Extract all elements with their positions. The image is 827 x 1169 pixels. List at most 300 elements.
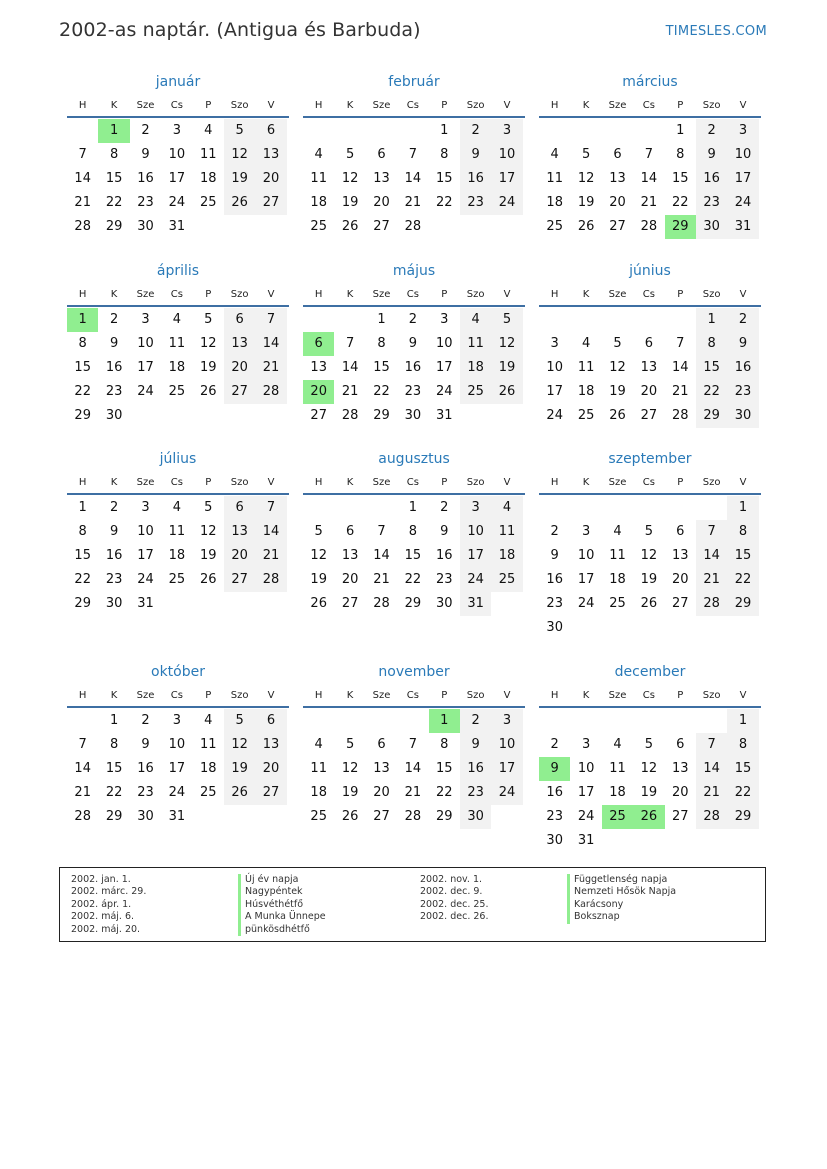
weekday-header	[303, 285, 525, 307]
day-cell: 9	[460, 143, 491, 167]
holiday-day-cell: 1	[98, 119, 129, 143]
day-cell: 12	[640, 548, 658, 563]
day-cell: 7	[696, 520, 727, 544]
month-block	[303, 261, 525, 428]
day-cell: 9	[109, 524, 119, 539]
month-name: december	[614, 664, 686, 680]
day-cell: 29	[404, 596, 422, 611]
day-cell: 10	[168, 147, 186, 162]
day-cell: 25	[310, 809, 327, 824]
day-cell: 28	[74, 219, 91, 234]
day-cell: 22	[373, 384, 390, 399]
weekday-header	[539, 285, 761, 307]
legend-holiday-name: A Munka Ünnepe	[238, 911, 326, 923]
day-cell: 21	[255, 356, 286, 380]
day-cell: 8	[727, 520, 758, 544]
day-cell: 20	[373, 785, 390, 800]
day-cell: 6	[255, 709, 286, 733]
day-cell: 10	[577, 548, 595, 563]
day-cell: 14	[640, 171, 658, 186]
empty-cell	[602, 308, 633, 332]
day-cell: 12	[491, 332, 522, 356]
weekday-label: Szo	[702, 690, 721, 701]
day-cell: 14	[74, 171, 91, 186]
day-cell: 17	[546, 384, 563, 399]
day-cell: 19	[640, 785, 658, 800]
day-cell: 14	[671, 360, 689, 375]
day-cell: 21	[404, 785, 422, 800]
day-cell: 5	[581, 147, 591, 162]
empty-cell	[303, 496, 334, 520]
day-cell: 8	[440, 737, 449, 752]
weekday-label: V	[503, 477, 511, 488]
day-cell: 6	[224, 496, 255, 520]
day-cell: 27	[609, 219, 626, 234]
weekday-label: K	[582, 100, 590, 111]
day-cell: 26	[224, 191, 255, 215]
day-cell: 10	[137, 336, 154, 351]
legend-date: 2002. máj. 6.	[71, 911, 135, 923]
weekday-label: Sze	[136, 100, 155, 111]
weekday-label: H	[314, 477, 323, 488]
day-cell: 14	[696, 757, 727, 781]
weekday-label: Cs	[406, 100, 419, 111]
day-cell: 7	[377, 524, 386, 539]
day-cell: 22	[74, 384, 91, 399]
day-cell: 4	[550, 147, 559, 162]
month-name: április	[156, 263, 200, 279]
day-cell: 9	[141, 147, 150, 162]
day-cell: 3	[172, 713, 181, 728]
day-cell: 22	[727, 781, 758, 805]
day-cell: 19	[341, 785, 359, 800]
day-cell: 31	[727, 215, 758, 239]
day-cell: 22	[727, 568, 758, 592]
weekday-label: V	[503, 100, 511, 111]
day-cell: 3	[460, 496, 491, 520]
day-cell: 6	[377, 737, 386, 752]
weekday-label: H	[550, 289, 559, 300]
day-cell: 17	[491, 757, 522, 781]
day-cell: 21	[640, 195, 658, 210]
day-cell: 23	[105, 384, 123, 399]
day-cell: 17	[577, 572, 595, 587]
legend-date: 2002. máj. 20.	[71, 923, 141, 935]
day-cell: 4	[204, 713, 213, 728]
day-cell: 9	[408, 336, 417, 351]
day-cell: 16	[105, 548, 123, 563]
day-cell: 7	[78, 147, 87, 162]
day-cell: 28	[696, 592, 727, 616]
day-cell: 26	[199, 572, 217, 587]
weekday-label: Szo	[702, 100, 721, 111]
day-cell: 23	[435, 572, 453, 587]
weekday-label: H	[78, 100, 87, 111]
day-cell: 2	[109, 500, 119, 515]
day-cell: 5	[613, 336, 622, 351]
day-cell: 19	[199, 360, 217, 375]
day-cell: 30	[546, 620, 563, 635]
day-cell: 12	[199, 524, 217, 539]
day-cell: 20	[640, 384, 658, 399]
weekday-header	[67, 96, 289, 118]
day-cell: 12	[640, 761, 658, 776]
day-cell: 23	[137, 785, 154, 800]
day-cell: 28	[404, 219, 422, 234]
day-cell: 16	[137, 171, 154, 186]
weekday-header	[67, 285, 289, 307]
weekday-label: Szo	[466, 477, 485, 488]
day-cell: 7	[696, 733, 727, 757]
day-cell: 12	[341, 171, 359, 186]
empty-cell	[397, 709, 428, 733]
month-name: január	[155, 74, 201, 90]
day-cell: 26	[310, 596, 327, 611]
weekday-label: K	[110, 690, 118, 701]
day-cell: 1	[440, 123, 449, 138]
day-cell: 5	[314, 524, 323, 539]
day-cell: 31	[168, 219, 186, 234]
day-cell: 13	[310, 360, 327, 375]
day-cell: 3	[141, 312, 150, 327]
day-cell: 23	[137, 195, 154, 210]
day-cell: 18	[310, 785, 327, 800]
day-cell: 24	[168, 785, 186, 800]
day-cell: 4	[314, 737, 323, 752]
weekday-label: V	[503, 289, 511, 300]
month-block	[303, 72, 525, 239]
day-cell: 14	[255, 332, 286, 356]
weekday-label: V	[739, 477, 747, 488]
month-name: november	[378, 664, 450, 680]
empty-cell	[633, 496, 664, 520]
weekday-label: Szo	[466, 690, 485, 701]
day-cell: 26	[341, 219, 359, 234]
day-cell: 30	[435, 596, 453, 611]
month-name: május	[392, 263, 436, 279]
day-cell: 12	[341, 761, 359, 776]
day-cell: 13	[373, 761, 390, 776]
weekday-label: Sze	[608, 100, 627, 111]
day-cell: 21	[373, 572, 390, 587]
day-cell: 17	[137, 360, 154, 375]
weekday-label: Cs	[642, 690, 655, 701]
day-cell: 11	[310, 761, 327, 776]
day-cell: 5	[644, 737, 653, 752]
day-cell: 11	[460, 332, 491, 356]
weekday-label: V	[267, 100, 275, 111]
day-cell: 27	[640, 408, 658, 423]
day-cell: 18	[168, 360, 186, 375]
empty-cell	[602, 119, 633, 143]
day-cell: 8	[109, 737, 119, 752]
day-cell: 18	[491, 544, 522, 568]
weekday-label: H	[78, 477, 87, 488]
day-cell: 28	[640, 219, 658, 234]
weekday-label: V	[267, 477, 275, 488]
day-grid	[539, 709, 761, 853]
day-cell: 20	[255, 167, 286, 191]
day-cell: 15	[435, 171, 453, 186]
day-cell: 28	[255, 380, 286, 404]
day-cell: 18	[199, 171, 217, 186]
day-cell: 10	[491, 733, 522, 757]
day-cell: 10	[546, 360, 563, 375]
day-cell: 23	[696, 191, 727, 215]
weekday-label: Cs	[170, 477, 183, 488]
day-cell: 26	[640, 596, 658, 611]
weekday-label: P	[205, 477, 212, 488]
day-cell: 1	[727, 709, 758, 733]
weekday-label: Szo	[230, 100, 249, 111]
day-cell: 7	[408, 737, 417, 752]
empty-cell	[665, 496, 696, 520]
day-cell: 4	[172, 312, 181, 327]
day-cell: 5	[204, 500, 213, 515]
weekday-label: Cs	[406, 477, 419, 488]
day-cell: 13	[671, 761, 689, 776]
weekday-label: Cs	[170, 289, 183, 300]
legend-dates-right	[420, 874, 488, 924]
day-cell: 19	[199, 548, 217, 563]
day-cell: 4	[460, 308, 491, 332]
day-cell: 14	[74, 761, 91, 776]
day-cell: 2	[727, 308, 758, 332]
weekday-label: K	[346, 690, 354, 701]
day-cell: 13	[224, 332, 255, 356]
empty-cell	[67, 709, 98, 733]
day-cell: 6	[644, 336, 653, 351]
day-cell: 11	[199, 737, 217, 752]
day-cell: 16	[137, 761, 154, 776]
day-cell: 21	[74, 195, 91, 210]
month-block	[539, 72, 761, 239]
day-cell: 1	[727, 496, 758, 520]
day-cell: 14	[341, 360, 359, 375]
empty-cell	[539, 496, 570, 520]
day-cell: 17	[460, 544, 491, 568]
day-cell: 23	[460, 191, 491, 215]
day-cell: 30	[727, 404, 758, 428]
day-cell: 27	[671, 596, 689, 611]
weekday-label: V	[739, 289, 747, 300]
day-cell: 7	[408, 147, 417, 162]
legend-date: 2002. dec. 9.	[420, 886, 483, 898]
empty-cell	[303, 119, 334, 143]
day-grid	[539, 496, 761, 640]
day-cell: 6	[676, 524, 685, 539]
day-cell: 19	[491, 356, 522, 380]
day-cell: 29	[727, 592, 758, 616]
weekday-header	[539, 473, 761, 495]
day-cell: 16	[546, 785, 563, 800]
day-cell: 2	[696, 119, 727, 143]
day-cell: 9	[141, 737, 150, 752]
month-block	[67, 261, 289, 428]
day-cell: 7	[78, 737, 87, 752]
day-grid	[67, 308, 289, 428]
weekday-label: Cs	[642, 289, 655, 300]
day-cell: 19	[577, 195, 595, 210]
month-block	[67, 72, 289, 239]
day-cell: 18	[199, 761, 217, 776]
weekday-label: K	[582, 690, 590, 701]
weekday-label: K	[346, 289, 354, 300]
day-cell: 24	[727, 191, 758, 215]
day-cell: 17	[168, 171, 186, 186]
day-cell: 11	[168, 336, 186, 351]
day-cell: 31	[168, 809, 186, 824]
day-cell: 15	[105, 171, 123, 186]
day-cell: 20	[609, 195, 626, 210]
day-cell: 20	[224, 356, 255, 380]
day-cell: 20	[373, 195, 390, 210]
legend-date: 2002. nov. 1.	[420, 874, 483, 885]
day-cell: 30	[105, 408, 123, 423]
day-cell: 25	[199, 785, 217, 800]
day-grid	[539, 308, 761, 428]
day-cell: 6	[613, 147, 622, 162]
day-cell: 14	[373, 548, 390, 563]
day-cell: 25	[546, 219, 563, 234]
empty-cell	[539, 709, 570, 733]
weekday-label: V	[503, 690, 511, 701]
day-cell: 26	[577, 219, 595, 234]
weekday-label: K	[582, 477, 590, 488]
day-cell: 22	[404, 572, 422, 587]
empty-cell	[570, 496, 601, 520]
day-cell: 31	[435, 408, 453, 423]
day-cell: 29	[105, 219, 123, 234]
weekday-label: Sze	[608, 289, 627, 300]
weekday-label: Sze	[372, 690, 391, 701]
day-cell: 2	[141, 123, 150, 138]
day-cell: 3	[581, 524, 591, 539]
day-cell: 8	[408, 524, 417, 539]
weekday-label: Sze	[608, 690, 627, 701]
day-cell: 27	[373, 809, 390, 824]
month-name: augusztus	[378, 451, 450, 467]
day-cell: 4	[581, 336, 591, 351]
day-cell: 15	[404, 548, 422, 563]
day-cell: 2	[440, 500, 449, 515]
empty-cell	[633, 709, 664, 733]
day-cell: 4	[613, 524, 622, 539]
weekday-label: K	[346, 477, 354, 488]
weekday-header	[303, 686, 525, 708]
weekday-header	[539, 96, 761, 118]
empty-cell	[397, 119, 428, 143]
day-cell: 30	[696, 215, 727, 239]
day-cell: 13	[609, 171, 626, 186]
day-cell: 15	[696, 356, 727, 380]
day-cell: 8	[78, 336, 87, 351]
day-cell: 3	[491, 119, 522, 143]
weekday-label: Szo	[466, 100, 485, 111]
day-cell: 8	[109, 147, 119, 162]
day-cell: 23	[105, 572, 123, 587]
weekday-label: Sze	[608, 477, 627, 488]
day-cell: 16	[404, 360, 422, 375]
day-cell: 28	[671, 408, 689, 423]
weekday-label: P	[441, 100, 448, 111]
empty-cell	[633, 119, 664, 143]
day-cell: 29	[696, 404, 727, 428]
empty-cell	[366, 119, 397, 143]
day-cell: 31	[577, 833, 595, 848]
weekday-label: P	[205, 100, 212, 111]
legend-holiday-name: Boksznap	[567, 911, 676, 923]
weekday-label: V	[267, 289, 275, 300]
day-grid	[539, 119, 761, 239]
day-cell: 12	[577, 171, 595, 186]
day-cell: 12	[310, 548, 327, 563]
day-cell: 8	[696, 332, 727, 356]
day-cell: 2	[460, 709, 491, 733]
holiday-day-cell: 25	[602, 805, 633, 829]
legend-date: 2002. ápr. 1.	[71, 898, 132, 910]
weekday-label: K	[110, 477, 118, 488]
day-cell: 19	[640, 572, 658, 587]
day-cell: 24	[168, 195, 186, 210]
weekday-label: Cs	[170, 690, 183, 701]
weekday-label: H	[550, 100, 559, 111]
day-cell: 17	[491, 167, 522, 191]
day-cell: 1	[78, 500, 87, 515]
day-cell: 21	[74, 785, 91, 800]
day-cell: 20	[341, 572, 359, 587]
day-cell: 30	[137, 219, 154, 234]
day-cell: 11	[491, 520, 522, 544]
weekday-label: Szo	[702, 289, 721, 300]
weekday-label: K	[110, 289, 118, 300]
day-cell: 3	[581, 737, 591, 752]
day-cell: 25	[609, 596, 626, 611]
weekday-label: H	[78, 289, 87, 300]
empty-cell	[665, 709, 696, 733]
day-cell: 28	[373, 596, 390, 611]
legend-names-left	[238, 874, 326, 936]
weekday-label: Cs	[170, 100, 183, 111]
day-cell: 6	[255, 119, 286, 143]
day-cell: 19	[310, 572, 327, 587]
day-cell: 2	[109, 312, 119, 327]
empty-cell	[334, 308, 365, 332]
day-cell: 23	[460, 781, 491, 805]
day-cell: 26	[341, 809, 359, 824]
day-cell: 30	[460, 805, 491, 829]
day-cell: 25	[491, 568, 522, 592]
day-cell: 29	[74, 408, 91, 423]
brand-link[interactable]: TIMESLES.COM	[665, 24, 767, 39]
day-cell: 15	[74, 360, 91, 375]
day-cell: 13	[255, 143, 286, 167]
day-cell: 18	[609, 572, 626, 587]
day-cell: 30	[404, 408, 422, 423]
weekday-label: Szo	[230, 690, 249, 701]
day-cell: 10	[435, 336, 453, 351]
empty-cell	[602, 709, 633, 733]
day-cell: 12	[609, 360, 626, 375]
month-name: október	[151, 664, 205, 680]
day-cell: 17	[727, 167, 758, 191]
day-cell: 4	[613, 737, 622, 752]
day-cell: 18	[577, 384, 595, 399]
day-cell: 8	[377, 336, 386, 351]
day-cell: 10	[491, 143, 522, 167]
day-cell: 11	[609, 761, 626, 776]
day-cell: 28	[255, 568, 286, 592]
